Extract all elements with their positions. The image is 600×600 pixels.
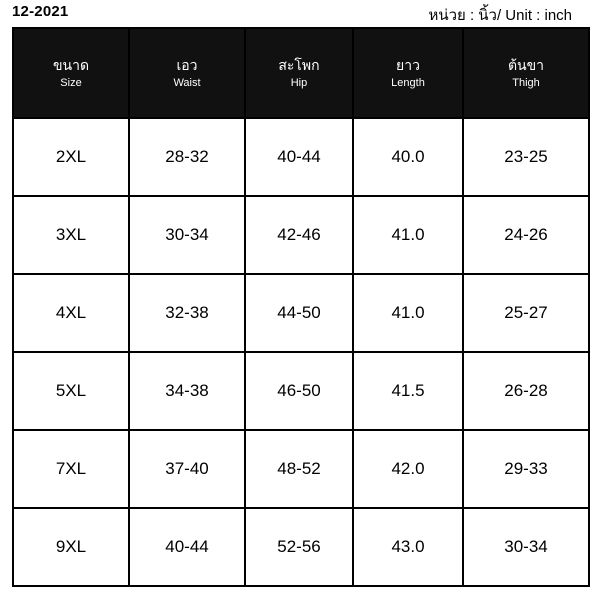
cell-length: 41.0 bbox=[353, 274, 463, 352]
cell-hip: 52-56 bbox=[245, 508, 353, 586]
cell-waist: 32-38 bbox=[129, 274, 245, 352]
cell-size: 3XL bbox=[13, 196, 129, 274]
column-header-length bbox=[353, 28, 463, 118]
column-header-hip bbox=[245, 28, 353, 118]
cell-hip: 46-50 bbox=[245, 352, 353, 430]
header-row bbox=[13, 28, 589, 118]
cell-size: 4XL bbox=[13, 274, 129, 352]
cell-length: 41.5 bbox=[353, 352, 463, 430]
cell-length: 40.0 bbox=[353, 118, 463, 196]
table-row bbox=[13, 118, 589, 196]
cell-waist: 30-34 bbox=[129, 196, 245, 274]
table-row bbox=[13, 430, 589, 508]
column-header-en: Waist bbox=[173, 77, 201, 89]
table-row bbox=[13, 352, 589, 430]
cell-length: 41.0 bbox=[353, 196, 463, 274]
cell-thigh: 30-34 bbox=[463, 508, 589, 586]
column-header-thai: ยาว bbox=[396, 57, 420, 73]
cell-thigh: 26-28 bbox=[463, 352, 589, 430]
cell-length: 42.0 bbox=[353, 430, 463, 508]
cell-hip: 42-46 bbox=[245, 196, 353, 274]
unit-label: หน่วย : นิ้ว/ Unit : inch bbox=[428, 7, 572, 24]
cell-hip: 40-44 bbox=[245, 118, 353, 196]
cell-thigh: 29-33 bbox=[463, 430, 589, 508]
cell-size: 2XL bbox=[13, 118, 129, 196]
cell-length: 43.0 bbox=[353, 508, 463, 586]
table-row bbox=[13, 274, 589, 352]
column-header-thigh bbox=[463, 28, 589, 118]
cell-size: 5XL bbox=[13, 352, 129, 430]
table-row bbox=[13, 196, 589, 274]
column-header-thai: ต้นขา bbox=[507, 57, 545, 73]
cell-hip: 48-52 bbox=[245, 430, 353, 508]
column-header-size bbox=[13, 28, 129, 118]
chart-code: 12-2021 bbox=[12, 3, 69, 20]
cell-size: 9XL bbox=[13, 508, 129, 586]
column-header-en: Length bbox=[391, 77, 425, 89]
column-header-thai: เอว bbox=[176, 57, 198, 73]
cell-waist: 40-44 bbox=[129, 508, 245, 586]
column-header-en: Size bbox=[60, 77, 82, 89]
column-header-thai: สะโพก bbox=[278, 57, 320, 73]
table-row bbox=[13, 508, 589, 586]
cell-waist: 34-38 bbox=[129, 352, 245, 430]
cell-waist: 37-40 bbox=[129, 430, 245, 508]
column-header-thai: ขนาด bbox=[52, 57, 90, 73]
column-header-waist bbox=[129, 28, 245, 118]
cell-thigh: 24-26 bbox=[463, 196, 589, 274]
cell-thigh: 25-27 bbox=[463, 274, 589, 352]
size-table bbox=[12, 27, 590, 587]
cell-size: 7XL bbox=[13, 430, 129, 508]
cell-hip: 44-50 bbox=[245, 274, 353, 352]
column-header-en: Thigh bbox=[512, 77, 540, 89]
cell-thigh: 23-25 bbox=[463, 118, 589, 196]
column-header-en: Hip bbox=[290, 77, 308, 89]
cell-waist: 28-32 bbox=[129, 118, 245, 196]
